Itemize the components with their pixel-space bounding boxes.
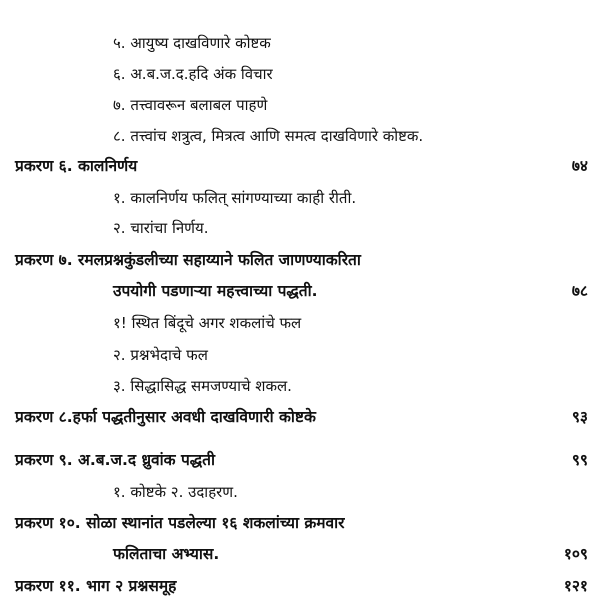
page-number: ९९	[571, 451, 588, 469]
toc-subentry	[0, 183, 600, 213]
chapter-title: प्रकरण ६. कालनिर्णय	[15, 157, 138, 175]
subentry-text: २. प्रश्नभेदाचे फल	[113, 346, 208, 364]
toc-subentry	[0, 340, 600, 370]
chapter-title-continuation: उपयोगी पडणाऱ्या महत्त्वाच्या पद्धती.	[113, 282, 318, 300]
toc-subentry	[0, 90, 600, 120]
chapter-title: प्रकरण १०. सोळा स्थानांत पडलेल्या १६ शकलांच्या क्रमवार	[15, 514, 345, 532]
toc-chapter	[0, 402, 600, 432]
toc-chapter	[0, 571, 600, 601]
subentry-text: ७. तत्त्वावरून बलाबल पाहणे	[113, 96, 268, 114]
toc-subentry	[0, 213, 600, 243]
toc-subentry	[0, 371, 600, 401]
subentry-text: ५. आयुष्य दाखविणारे कोष्टक	[113, 34, 271, 52]
subentry-text: ३. सिद्धासिद्ध समजण्याचे शकल.	[113, 377, 292, 395]
chapter-title: प्रकरण ८.हर्फा पद्धतीनुसार अवधी दाखविणारी कोष्टके	[15, 408, 316, 426]
subentry-text: १. कोष्टके २. उदाहरण.	[113, 483, 238, 501]
chapter-title: प्रकरण ११. भाग २ प्रश्नसमूह	[15, 577, 177, 595]
chapter-title: प्रकरण ९. अ.ब.ज.द ध्रुवांक पद्धती	[15, 451, 215, 469]
toc-chapter-continuation	[0, 276, 600, 306]
toc-subentry	[0, 121, 600, 151]
chapter-title-continuation: फलिताचा अभ्यास.	[113, 545, 220, 563]
chapter-title: प्रकरण ७. रमलप्रश्नकुंडलीच्या सहाय्याने फलित जाणण्याकरिता	[15, 251, 361, 269]
subentry-text: ८. तत्त्वांच शत्रुत्व, मित्रत्व आणि समत्व दाखविणारे कोष्टक.	[113, 127, 424, 145]
toc-subentry	[0, 308, 600, 338]
subentry-text: १! स्थित बिंदूचे अगर शकलांचे फल	[113, 314, 302, 332]
toc-chapter	[0, 245, 600, 275]
page-number: १२१	[563, 577, 588, 595]
page-number: १०९	[563, 545, 588, 563]
page-number: ७४	[571, 157, 588, 175]
toc-subentry	[0, 477, 600, 507]
subentry-text: ६. अ.ब.ज.द.हदि अंक विचार	[113, 65, 273, 83]
toc-subentry	[0, 28, 600, 58]
toc-chapter	[0, 445, 600, 475]
toc-subentry	[0, 59, 600, 89]
page-number: ९३	[571, 408, 588, 426]
toc-chapter	[0, 508, 600, 538]
toc-chapter-continuation	[0, 539, 600, 569]
subentry-text: १. कालनिर्णय फलित् सांगण्याच्या काही रीती.	[113, 189, 357, 207]
page-number: ७८	[571, 282, 588, 300]
toc-chapter	[0, 151, 600, 181]
subentry-text: २. चारांचा निर्णय.	[113, 219, 209, 237]
